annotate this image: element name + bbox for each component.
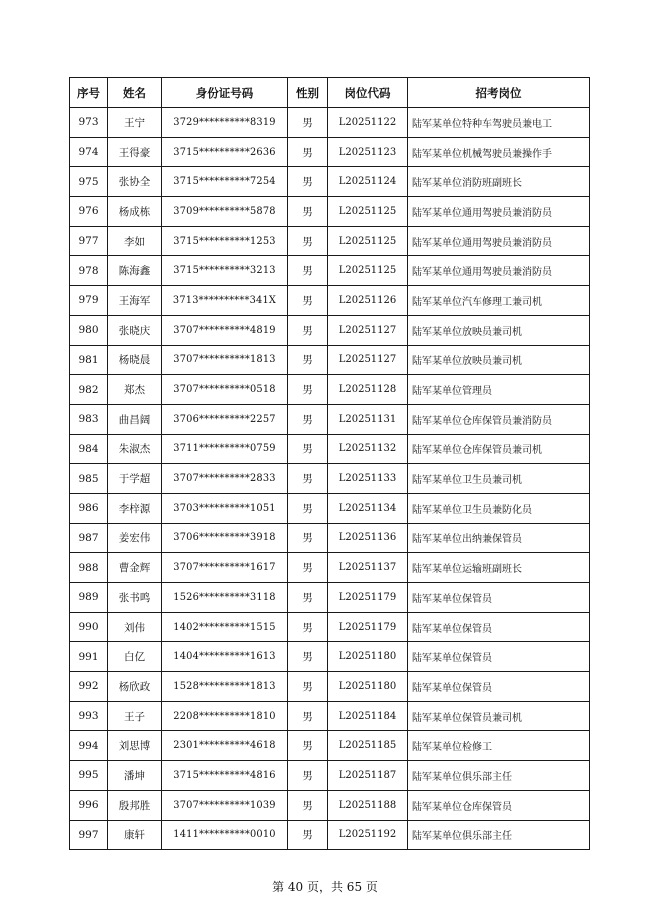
table-header-row xyxy=(70,78,590,108)
cell-post: 陆军某单位俱乐部主任 xyxy=(408,820,590,850)
table-row xyxy=(70,790,590,820)
cell-gender: 男 xyxy=(288,167,328,197)
cell-id-number: 3713**********341X xyxy=(162,286,288,316)
cell-post-code: L20251125 xyxy=(328,256,408,286)
cell-gender: 男 xyxy=(288,523,328,553)
cell-seq: 983 xyxy=(70,404,108,434)
table-row xyxy=(70,256,590,286)
cell-name: 康轩 xyxy=(108,820,162,850)
cell-gender: 男 xyxy=(288,197,328,227)
cell-id-number: 3707**********2833 xyxy=(162,464,288,494)
cell-post: 陆军某单位仓库保管员 xyxy=(408,790,590,820)
cell-id-number: 1404**********1613 xyxy=(162,642,288,672)
cell-name: 杨晓晨 xyxy=(108,345,162,375)
cell-name: 张晓庆 xyxy=(108,315,162,345)
table-row xyxy=(70,434,590,464)
cell-name: 郑杰 xyxy=(108,375,162,405)
cell-post-code: L20251125 xyxy=(328,226,408,256)
table-row xyxy=(70,731,590,761)
cell-gender: 男 xyxy=(288,137,328,167)
candidate-table xyxy=(69,77,590,850)
cell-post: 陆军某单位检修工 xyxy=(408,731,590,761)
cell-post: 陆军某单位通用驾驶员兼消防员 xyxy=(408,256,590,286)
cell-name: 潘坤 xyxy=(108,761,162,791)
cell-name: 刘伟 xyxy=(108,612,162,642)
cell-post: 陆军某单位出纳兼保管员 xyxy=(408,523,590,553)
cell-id-number: 1402**********1515 xyxy=(162,612,288,642)
table-body xyxy=(70,108,590,850)
cell-id-number: 2301**********4618 xyxy=(162,731,288,761)
table-row xyxy=(70,642,590,672)
cell-seq: 997 xyxy=(70,820,108,850)
cell-post: 陆军某单位通用驾驶员兼消防员 xyxy=(408,197,590,227)
cell-post: 陆军某单位通用驾驶员兼消防员 xyxy=(408,226,590,256)
cell-post: 陆军某单位放映员兼司机 xyxy=(408,345,590,375)
table-row xyxy=(70,226,590,256)
table-row xyxy=(70,701,590,731)
cell-post: 陆军某单位特种车驾驶员兼电工 xyxy=(408,108,590,138)
cell-name: 姜宏伟 xyxy=(108,523,162,553)
cell-gender: 男 xyxy=(288,226,328,256)
cell-post: 陆军某单位仓库保管员兼司机 xyxy=(408,434,590,464)
table-row xyxy=(70,404,590,434)
cell-id-number: 2208**********1810 xyxy=(162,701,288,731)
cell-id-number: 3707**********1039 xyxy=(162,790,288,820)
cell-name: 曲昌阔 xyxy=(108,404,162,434)
header-gender: 性别 xyxy=(288,78,328,108)
cell-id-number: 3703**********1051 xyxy=(162,493,288,523)
cell-seq: 977 xyxy=(70,226,108,256)
cell-post: 陆军某单位卫生员兼司机 xyxy=(408,464,590,494)
cell-gender: 男 xyxy=(288,731,328,761)
cell-post-code: L20251187 xyxy=(328,761,408,791)
cell-post-code: L20251131 xyxy=(328,404,408,434)
cell-name: 王宁 xyxy=(108,108,162,138)
cell-name: 杨欣政 xyxy=(108,672,162,702)
cell-post-code: L20251132 xyxy=(328,434,408,464)
cell-gender: 男 xyxy=(288,553,328,583)
cell-post: 陆军某单位仓库保管员兼消防员 xyxy=(408,404,590,434)
cell-seq: 988 xyxy=(70,553,108,583)
cell-gender: 男 xyxy=(288,583,328,613)
cell-seq: 980 xyxy=(70,315,108,345)
cell-post-code: L20251179 xyxy=(328,612,408,642)
cell-id-number: 3706**********3918 xyxy=(162,523,288,553)
cell-seq: 976 xyxy=(70,197,108,227)
cell-seq: 975 xyxy=(70,167,108,197)
cell-name: 于学超 xyxy=(108,464,162,494)
table-row xyxy=(70,523,590,553)
cell-post: 陆军某单位汽车修理工兼司机 xyxy=(408,286,590,316)
cell-seq: 995 xyxy=(70,761,108,791)
cell-name: 刘思博 xyxy=(108,731,162,761)
table-row xyxy=(70,375,590,405)
header-code: 岗位代码 xyxy=(328,78,408,108)
cell-post-code: L20251179 xyxy=(328,583,408,613)
cell-post: 陆军某单位放映员兼司机 xyxy=(408,315,590,345)
cell-gender: 男 xyxy=(288,315,328,345)
cell-gender: 男 xyxy=(288,612,328,642)
cell-name: 杨成栋 xyxy=(108,197,162,227)
cell-seq: 991 xyxy=(70,642,108,672)
cell-post-code: L20251188 xyxy=(328,790,408,820)
cell-post-code: L20251123 xyxy=(328,137,408,167)
cell-post: 陆军某单位机械驾驶员兼操作手 xyxy=(408,137,590,167)
header-seq: 序号 xyxy=(70,78,108,108)
cell-seq: 985 xyxy=(70,464,108,494)
cell-post-code: L20251126 xyxy=(328,286,408,316)
cell-gender: 男 xyxy=(288,672,328,702)
table-row xyxy=(70,583,590,613)
cell-gender: 男 xyxy=(288,642,328,672)
cell-post-code: L20251133 xyxy=(328,464,408,494)
cell-gender: 男 xyxy=(288,256,328,286)
cell-gender: 男 xyxy=(288,790,328,820)
table-row xyxy=(70,137,590,167)
table-row xyxy=(70,553,590,583)
cell-id-number: 3715**********4816 xyxy=(162,761,288,791)
cell-seq: 989 xyxy=(70,583,108,613)
cell-name: 朱淑杰 xyxy=(108,434,162,464)
cell-seq: 996 xyxy=(70,790,108,820)
cell-name: 王子 xyxy=(108,701,162,731)
cell-gender: 男 xyxy=(288,434,328,464)
cell-seq: 990 xyxy=(70,612,108,642)
cell-post-code: L20251128 xyxy=(328,375,408,405)
cell-post-code: L20251180 xyxy=(328,642,408,672)
table-row xyxy=(70,464,590,494)
cell-gender: 男 xyxy=(288,464,328,494)
table-row xyxy=(70,315,590,345)
cell-id-number: 3715**********3213 xyxy=(162,256,288,286)
table-row xyxy=(70,493,590,523)
cell-id-number: 3707**********4819 xyxy=(162,315,288,345)
cell-name: 李如 xyxy=(108,226,162,256)
cell-id-number: 3729**********8319 xyxy=(162,108,288,138)
cell-seq: 987 xyxy=(70,523,108,553)
table-row xyxy=(70,345,590,375)
cell-id-number: 3707**********1813 xyxy=(162,345,288,375)
cell-id-number: 1411**********0010 xyxy=(162,820,288,850)
cell-name: 殷邦胜 xyxy=(108,790,162,820)
cell-seq: 979 xyxy=(70,286,108,316)
cell-name: 曹金辉 xyxy=(108,553,162,583)
table-row xyxy=(70,672,590,702)
cell-post-code: L20251122 xyxy=(328,108,408,138)
cell-name: 李梓源 xyxy=(108,493,162,523)
cell-gender: 男 xyxy=(288,286,328,316)
cell-name: 张书鸣 xyxy=(108,583,162,613)
table-row xyxy=(70,197,590,227)
cell-post: 陆军某单位运输班副班长 xyxy=(408,553,590,583)
cell-post-code: L20251192 xyxy=(328,820,408,850)
cell-post-code: L20251127 xyxy=(328,315,408,345)
cell-post-code: L20251125 xyxy=(328,197,408,227)
cell-id-number: 3715**********7254 xyxy=(162,167,288,197)
header-post: 招考岗位 xyxy=(408,78,590,108)
cell-post-code: L20251185 xyxy=(328,731,408,761)
cell-gender: 男 xyxy=(288,345,328,375)
cell-id-number: 3711**********0759 xyxy=(162,434,288,464)
cell-seq: 982 xyxy=(70,375,108,405)
table-row xyxy=(70,612,590,642)
cell-seq: 978 xyxy=(70,256,108,286)
cell-post: 陆军某单位保管员 xyxy=(408,583,590,613)
cell-gender: 男 xyxy=(288,701,328,731)
cell-post: 陆军某单位保管员 xyxy=(408,642,590,672)
table-row xyxy=(70,108,590,138)
table-row xyxy=(70,820,590,850)
cell-id-number: 3707**********1617 xyxy=(162,553,288,583)
cell-name: 陈海鑫 xyxy=(108,256,162,286)
table-row xyxy=(70,761,590,791)
cell-seq: 974 xyxy=(70,137,108,167)
cell-post-code: L20251137 xyxy=(328,553,408,583)
cell-id-number: 3709**********5878 xyxy=(162,197,288,227)
cell-post-code: L20251180 xyxy=(328,672,408,702)
cell-gender: 男 xyxy=(288,404,328,434)
cell-post: 陆军某单位保管员 xyxy=(408,672,590,702)
cell-id-number: 3707**********0518 xyxy=(162,375,288,405)
cell-seq: 994 xyxy=(70,731,108,761)
cell-name: 王海军 xyxy=(108,286,162,316)
cell-post: 陆军某单位卫生员兼防化员 xyxy=(408,493,590,523)
cell-seq: 992 xyxy=(70,672,108,702)
cell-gender: 男 xyxy=(288,820,328,850)
table-row xyxy=(70,167,590,197)
cell-post: 陆军某单位消防班副班长 xyxy=(408,167,590,197)
cell-seq: 984 xyxy=(70,434,108,464)
cell-name: 白亿 xyxy=(108,642,162,672)
header-name: 姓名 xyxy=(108,78,162,108)
cell-post-code: L20251136 xyxy=(328,523,408,553)
cell-post: 陆军某单位俱乐部主任 xyxy=(408,761,590,791)
cell-id-number: 1526**********3118 xyxy=(162,583,288,613)
cell-seq: 993 xyxy=(70,701,108,731)
cell-id-number: 3715**********2636 xyxy=(162,137,288,167)
cell-id-number: 3706**********2257 xyxy=(162,404,288,434)
header-id: 身份证号码 xyxy=(162,78,288,108)
cell-gender: 男 xyxy=(288,375,328,405)
table-row xyxy=(70,286,590,316)
cell-name: 王得豪 xyxy=(108,137,162,167)
cell-seq: 973 xyxy=(70,108,108,138)
cell-post-code: L20251184 xyxy=(328,701,408,731)
cell-seq: 981 xyxy=(70,345,108,375)
cell-name: 张协全 xyxy=(108,167,162,197)
cell-id-number: 1528**********1813 xyxy=(162,672,288,702)
cell-id-number: 3715**********1253 xyxy=(162,226,288,256)
cell-post-code: L20251134 xyxy=(328,493,408,523)
cell-seq: 986 xyxy=(70,493,108,523)
cell-post-code: L20251127 xyxy=(328,345,408,375)
cell-post: 陆军某单位保管员 xyxy=(408,612,590,642)
cell-gender: 男 xyxy=(288,108,328,138)
cell-post-code: L20251124 xyxy=(328,167,408,197)
cell-gender: 男 xyxy=(288,493,328,523)
page-number-footer: 第 40 页，共 65 页 xyxy=(272,880,378,894)
cell-gender: 男 xyxy=(288,761,328,791)
cell-post: 陆军某单位保管员兼司机 xyxy=(408,701,590,731)
cell-post: 陆军某单位管理员 xyxy=(408,375,590,405)
